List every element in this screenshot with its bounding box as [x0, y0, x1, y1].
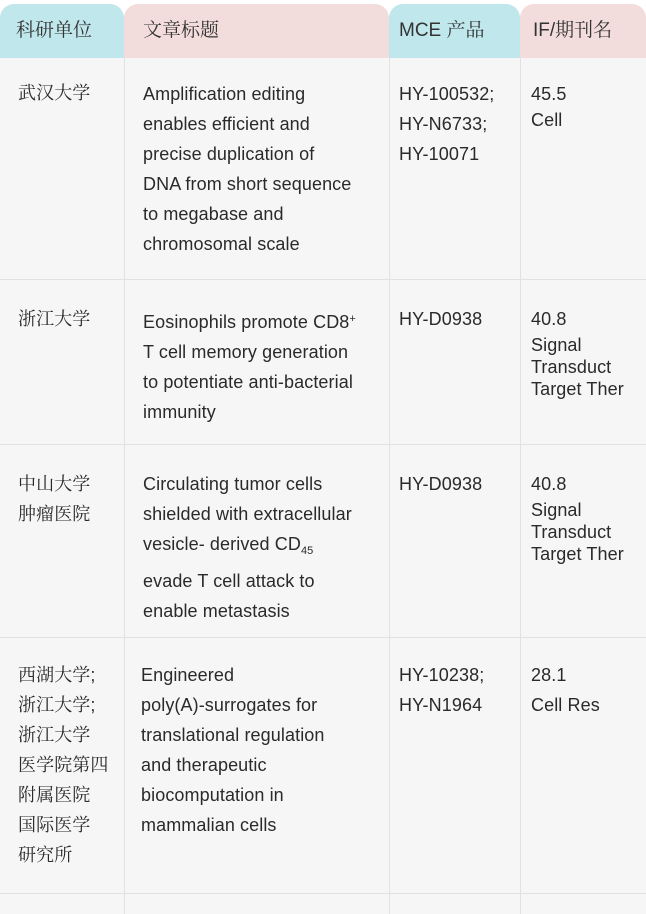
cell-journal: 28.1 Cell Res — [531, 665, 600, 715]
cell-title: Amplification editing enables efficient and precise duplication of DNA from short sequence to megabase and chromosomal scale — [143, 84, 352, 254]
table-row — [0, 894, 646, 914]
table-row — [0, 638, 646, 894]
table-row — [0, 58, 646, 280]
cell-product: HY-D0938 — [399, 474, 483, 494]
cell-unit: 中山大学 肿瘤医院 — [18, 474, 91, 524]
cell-unit: 武汉大学 — [18, 83, 91, 103]
cell-product: HY-D0938 — [399, 309, 483, 329]
header-product: MCE 产品 — [389, 4, 520, 58]
cell-journal: 40.8 Signal Transduct Target Ther — [531, 474, 624, 564]
table-header — [0, 0, 646, 58]
header-title: 文章标题 — [124, 4, 389, 58]
header-unit: 科研单位 — [0, 4, 124, 58]
cell-title: Eosinophils promote CD8+ T cell memory generation to potentiate anti-bacterial immunity — [143, 312, 356, 422]
cell-unit: 浙江大学 — [18, 309, 91, 329]
cell-product: HY-10238; HY-N1964 — [399, 665, 485, 715]
cell-journal: 45.5 Cell — [531, 84, 567, 130]
table-row — [0, 445, 646, 638]
header-journal: IF/期刊名 — [520, 4, 646, 58]
cell-title: Engineered poly(A)-surrogates for translational regulation and therapeutic biocomputation in mammalian cells — [141, 665, 325, 835]
cell-journal: 40.8 Signal Transduct Target Ther — [531, 309, 624, 399]
table-row — [0, 280, 646, 445]
cell-title: Circulating tumor cells shielded with extracellular vesicle- derived $CD_{45}$ evade T cell attack to enable metastasis — [143, 474, 352, 621]
cell-unit: 西湖大学; 浙江大学; 浙江大学 医学院第四 附属医院 国际医学 研究所 — [18, 665, 109, 865]
cell-product: HY-100532; HY-N6733; HY-10071 — [399, 84, 495, 164]
